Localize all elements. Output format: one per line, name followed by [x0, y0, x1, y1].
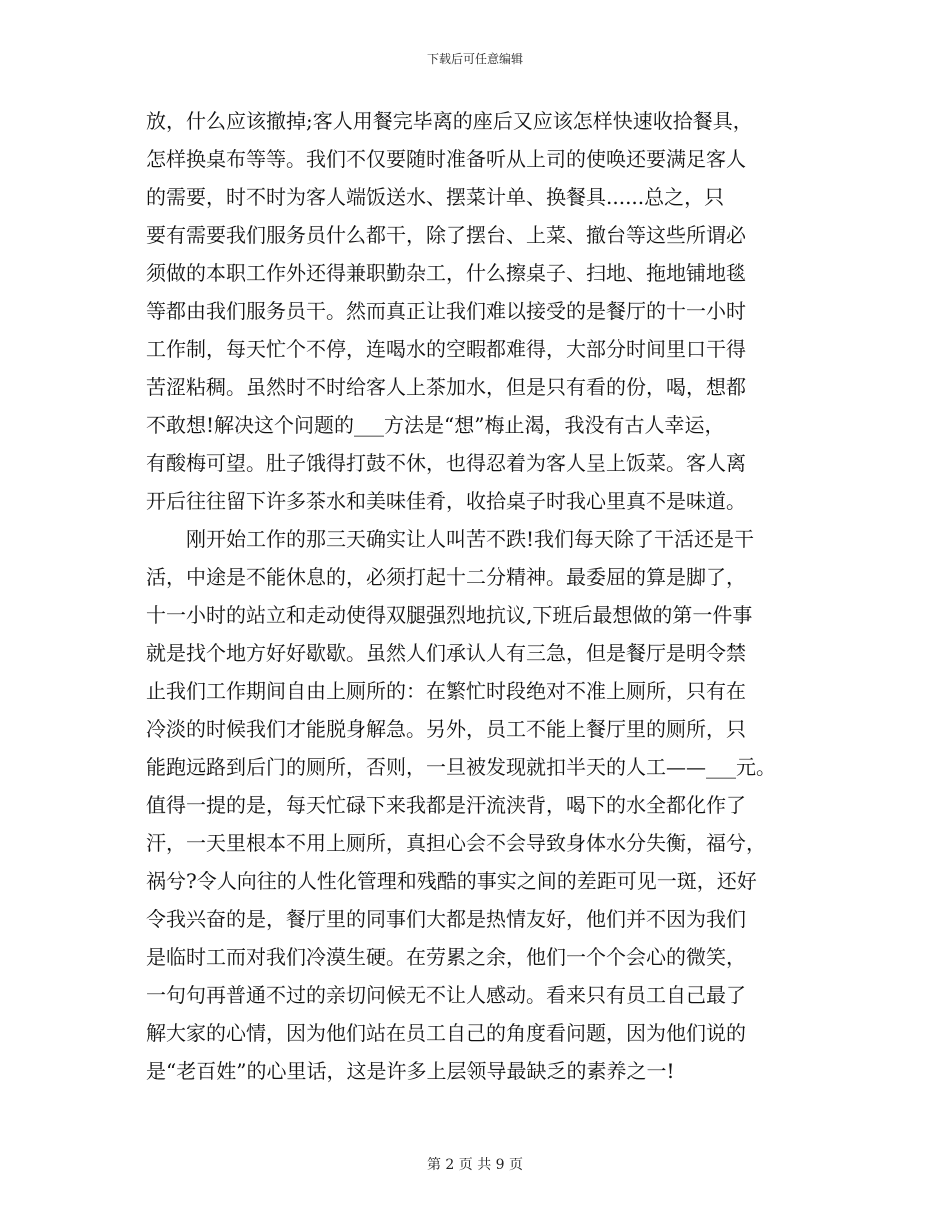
body-line: 解大家的心情，因为他们站在员工自己的角度看问题，因为他们说的: [146, 1021, 746, 1045]
body-line: 开后往往留下许多茶水和美味佳肴，收拾桌子时我心里真不是味道。: [146, 489, 746, 513]
body-line: 怎样换桌布等等。我们不仅要随时准备听从上司的使唤还要满足客人: [146, 147, 746, 171]
body-line: 放，什么应该撤掉;客人用餐完毕离的座后又应该怎样快速收拾餐具，: [146, 109, 753, 133]
body-line: 有酸梅可望。肚子饿得打鼓不休，也得忍着为客人呈上饭菜。客人离: [146, 451, 746, 475]
body-line: 等都由我们服务员干。然而真正让我们难以接受的是餐厅的十一小时: [146, 299, 746, 323]
page-number: 第 2 页 共 9 页: [426, 1157, 524, 1173]
body-line: 十一小时的站立和走动使得双腿强烈地抗议,下班后最想做的第一件事: [146, 603, 753, 627]
body-line: 是临时工而对我们冷漠生硬。在劳累之余，他们一个个会心的微笑，: [146, 945, 746, 969]
body-line: 活，中途是不能休息的，必须打起十二分精神。最委屈的算是脚了，: [146, 565, 746, 589]
body-line: 一句句再普通不过的亲切问候无不让人感动。看来只有员工自己最了: [146, 983, 746, 1007]
body-line: 冷淡的时候我们才能脱身解急。另外，员工不能上餐厅里的厕所，只: [146, 717, 746, 741]
body-line: 是“老百姓”的心里话，这是许多上层领导最缺乏的素养之一!: [146, 1059, 675, 1083]
body-line: 令我兴奋的是，餐厅里的同事们大都是热情友好，他们并不因为我们: [146, 907, 746, 931]
page-header: 下载后可任意编辑: [426, 52, 523, 66]
body-line: 刚开始工作的那三天确实让人叫苦不跌!我们每天除了干活还是干: [146, 527, 755, 551]
body-line: 要有需要我们服务员什么都干，除了摆台、上菜、撤台等这些所谓必: [146, 223, 746, 247]
document-body: [146, 102, 826, 1090]
body-line: 的需要，时不时为客人端饭送水、摆菜计单、换餐具......总之，只: [146, 185, 725, 209]
body-line: 须做的本职工作外还得兼职勤杂工，什么擦桌子、扫地、拖地铺地毯: [146, 261, 746, 285]
body-line: 值得一提的是，每天忙碌下来我都是汗流浃背，喝下的水全都化作了: [146, 793, 746, 817]
body-line: 祸兮?令人向往的人性化管理和残酷的事实之间的差距可见一斑，还好: [146, 869, 757, 893]
body-line: 不敢想!解决这个问题的___方法是“想”梅止渴，我没有古人幸运，: [146, 413, 725, 437]
body-line: 就是找个地方好好歇歇。虽然人们承认人有三急，但是餐厅是明令禁: [146, 641, 746, 665]
body-line: 工作制，每天忙个不停，连喝水的空暇都难得，大部分时间里口干得: [146, 337, 746, 361]
body-line: 苦涩粘稠。虽然时不时给客人上茶加水，但是只有看的份，喝，想都: [146, 375, 746, 399]
body-line: 汗，一天里根本不用上厕所，真担心会不会导致身体水分失衡，福兮，: [146, 831, 766, 855]
body-line: 能跑远路到后门的厕所，否则，一旦被发现就扣半天的人工——___元。: [146, 755, 776, 779]
body-line: 止我们工作期间自由上厕所的：在繁忙时段绝对不准上厕所，只有在: [146, 679, 746, 703]
